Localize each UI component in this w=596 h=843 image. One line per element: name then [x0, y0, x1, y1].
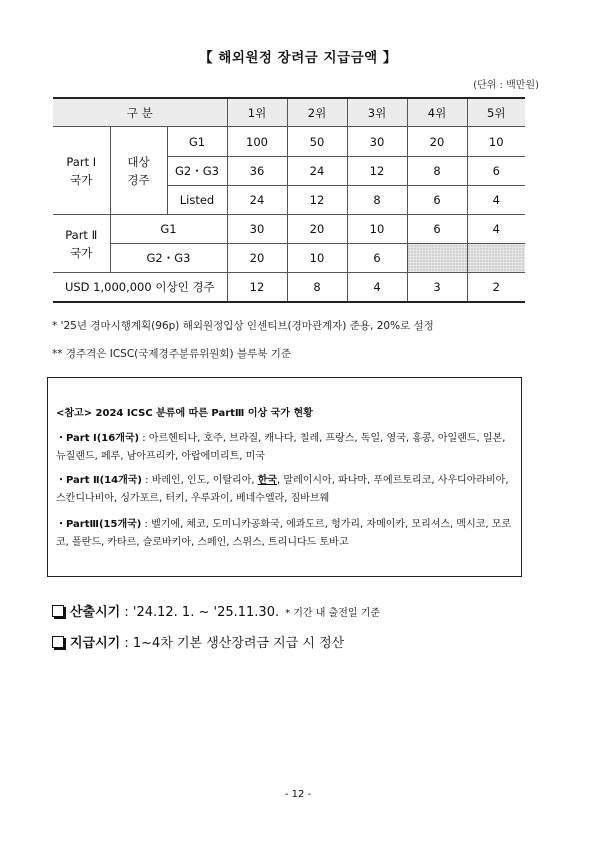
- part1-sub-label: 대상 경주: [110, 127, 167, 215]
- part2-label: Part Ⅱ 국가: [53, 215, 110, 273]
- header-rank-5: 5위: [467, 98, 525, 127]
- page-number: - 12 -: [284, 789, 312, 800]
- part2-countries-text-a: : 바레인, 인도, 이탈리아,: [141, 475, 258, 486]
- table-cell: 10: [347, 215, 407, 244]
- header-rank-1: 1위: [227, 98, 287, 127]
- table-cell: 8: [407, 157, 467, 186]
- table-row: [53, 127, 525, 157]
- row-label: G1: [167, 127, 227, 157]
- table-header-row: [53, 98, 525, 127]
- table-cell: 8: [347, 186, 407, 215]
- row-label: Listed: [167, 186, 227, 215]
- table-cell: 50: [287, 127, 347, 157]
- table-cell: 3: [407, 273, 467, 303]
- table-cell: 6: [347, 244, 407, 273]
- schedule-calc-period: [52, 601, 380, 620]
- part1-countries-text: : 아르헨티나, 호주, 브라질, 캐나다, 칠레, 프랑스, 독일, 영국, 홍콩, 아일랜드, 일본, 뉴질랜드, 페루, 남아프리카, 아랍에미리트, 미국: [56, 433, 506, 462]
- reference-box-title: <참고> 2024 ICSC 분류에 따른 PartⅢ 이상 국가 현황: [56, 408, 313, 419]
- table-cell: 30: [227, 215, 287, 244]
- document-title: 【 해외원정 장려금 지급금액 】: [199, 50, 397, 66]
- table-cell: 20: [407, 127, 467, 157]
- table-cell: 100: [227, 127, 287, 157]
- table-cell: 12: [227, 273, 287, 303]
- table-row: [53, 215, 525, 244]
- part2-countries-label: ・Part Ⅱ(14개국): [56, 475, 142, 486]
- row-label: G1: [110, 215, 227, 244]
- schedule-pay-period: [52, 632, 344, 651]
- table-cell: 12: [287, 186, 347, 215]
- schedule-value: : 1~4차 기본 생산장려금 지급 시 정산: [120, 636, 345, 651]
- part2-countries-text-b: , 말레이시아, 파나마, 푸에르토리코, 사우디아라비아, 스칸디나비아, 싱가포르, 터키, 우루과이, 베네수엘라, 짐바브웨: [56, 475, 509, 504]
- table-cell: 36: [227, 157, 287, 186]
- square-bullet-icon: [52, 636, 64, 648]
- note-2: ** 경주격은 ICSC(국제경주분류위원회) 블루북 기준: [52, 348, 292, 360]
- table-cell: 6: [407, 215, 467, 244]
- schedule-label: 지급시기: [70, 636, 121, 651]
- table-cell: 30: [347, 127, 407, 157]
- table-cell: 20: [227, 244, 287, 273]
- table-cell: 24: [287, 157, 347, 186]
- header-rank-3: 3위: [347, 98, 407, 127]
- table-cell: 4: [347, 273, 407, 303]
- table-cell: 4: [467, 215, 525, 244]
- schedule-label: 산출시기: [70, 605, 121, 620]
- part1-label: Part Ⅰ 국가: [53, 127, 110, 215]
- table-cell: 6: [467, 157, 525, 186]
- part3-countries-label: ・PartⅢ(15개국): [56, 519, 142, 530]
- header-rank-2: 2위: [287, 98, 347, 127]
- empty-hatched-cell: [467, 244, 525, 273]
- reference-box: [47, 377, 522, 577]
- empty-hatched-cell: [407, 244, 467, 273]
- table-cell: 24: [227, 186, 287, 215]
- part1-countries-label: ・Part Ⅰ(16개국): [56, 433, 140, 444]
- table-cell: 2: [467, 273, 525, 303]
- table-cell: 10: [287, 244, 347, 273]
- table-row: [53, 273, 525, 303]
- note-1: * '25년 경마시행계획(96p) 해외원정입상 인센티브(경마관계자) 준용, 20%로 설정: [52, 320, 434, 332]
- korea-highlight: 한국: [257, 475, 278, 486]
- part1-countries: [56, 430, 516, 465]
- table-cell: 10: [467, 127, 525, 157]
- schedule-value: : '24.12. 1. ~ '25.11.30.: [120, 605, 280, 620]
- row-label: USD 1,000,000 이상인 경주: [53, 273, 227, 303]
- table-row: [53, 244, 525, 273]
- table-cell: 12: [347, 157, 407, 186]
- table-cell: 4: [467, 186, 525, 215]
- table-cell: 20: [287, 215, 347, 244]
- table-cell: 8: [287, 273, 347, 303]
- schedule-note: * 기간 내 출전일 기준: [285, 608, 381, 619]
- part3-countries-text: : 벨기에, 체코, 도미니카공화국, 에콰도르, 헝가리, 자메이카, 모리셔스, 멕시코, 모로코, 폴란드, 카타르, 슬로바키아, 스페인, 스위스, 트리니다드 토바고: [56, 519, 512, 548]
- award-table: [53, 97, 525, 303]
- header-rank-4: 4위: [407, 98, 467, 127]
- table-cell: 6: [407, 186, 467, 215]
- header-category: 구 분: [53, 98, 227, 127]
- square-bullet-icon: [52, 605, 64, 617]
- unit-label: (단위 : 백만원): [473, 80, 539, 91]
- part2-countries: [56, 472, 516, 507]
- part3-countries: [56, 516, 516, 551]
- row-label: G2・G3: [167, 157, 227, 186]
- row-label: G2・G3: [110, 244, 227, 273]
